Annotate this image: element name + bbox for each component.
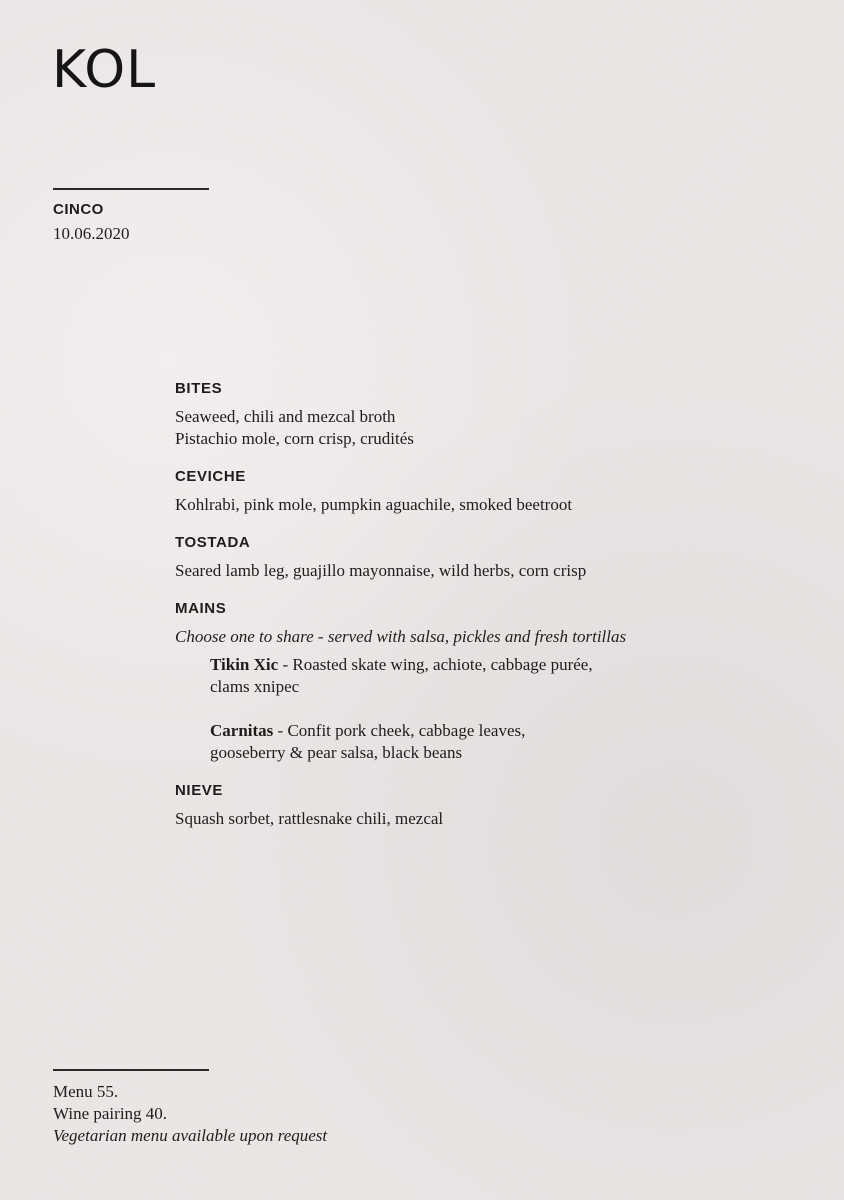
option-first-line <box>210 720 795 742</box>
footer <box>53 1081 327 1147</box>
menu-section-bites <box>175 380 795 450</box>
option-first-line <box>210 654 795 676</box>
dish-description: Confit pork cheek, cabbage leaves, <box>287 721 526 740</box>
dish-line: Pistachio mole, corn crisp, crudités <box>175 429 414 448</box>
footer-divider <box>53 1069 209 1071</box>
header-divider <box>53 188 209 190</box>
main-option-tikin-xic <box>210 654 795 698</box>
wine-pairing-price: Wine pairing 40. <box>53 1104 168 1123</box>
section-title: BITES <box>175 380 223 397</box>
dish-name: Tikin Xic <box>210 655 279 674</box>
menu-section-mains <box>175 600 795 764</box>
menu-section-tostada <box>175 534 795 582</box>
menu <box>175 380 795 848</box>
event-date: 10.06.2020 <box>53 224 130 243</box>
dish-description: Roasted skate wing, achiote, cabbage purée, <box>292 655 593 674</box>
dish-line: Seaweed, chili and mezcal broth <box>175 407 396 426</box>
dish-separator: - <box>278 655 293 674</box>
section-title: MAINS <box>175 600 227 617</box>
dish-description-continued: clams xnipec <box>210 677 300 696</box>
mains-subtitle: Choose one to share - served with salsa, pickles and fresh tortillas <box>175 627 627 646</box>
restaurant-logo: KOL <box>52 40 157 100</box>
dish-line: Kohlrabi, pink mole, pumpkin aguachile, smoked beetroot <box>175 495 573 514</box>
dish-name: Carnitas <box>210 721 274 740</box>
menu-section-nieve <box>175 782 795 830</box>
dish-separator: - <box>273 721 288 740</box>
menu-section-ceviche <box>175 468 795 516</box>
event-name: CINCO <box>53 201 104 218</box>
vegetarian-note: Vegetarian menu available upon request <box>53 1126 328 1145</box>
main-option-carnitas <box>210 720 795 764</box>
dish-line: Squash sorbet, rattlesnake chili, mezcal <box>175 809 444 828</box>
dish-line: Seared lamb leg, guajillo mayonnaise, wild herbs, corn crisp <box>175 561 587 580</box>
dish-description-continued: gooseberry & pear salsa, black beans <box>210 743 463 762</box>
menu-price: Menu 55. <box>53 1082 119 1101</box>
section-title: NIEVE <box>175 782 224 799</box>
section-title: TOSTADA <box>175 534 251 551</box>
section-title: CEVICHE <box>175 468 246 485</box>
